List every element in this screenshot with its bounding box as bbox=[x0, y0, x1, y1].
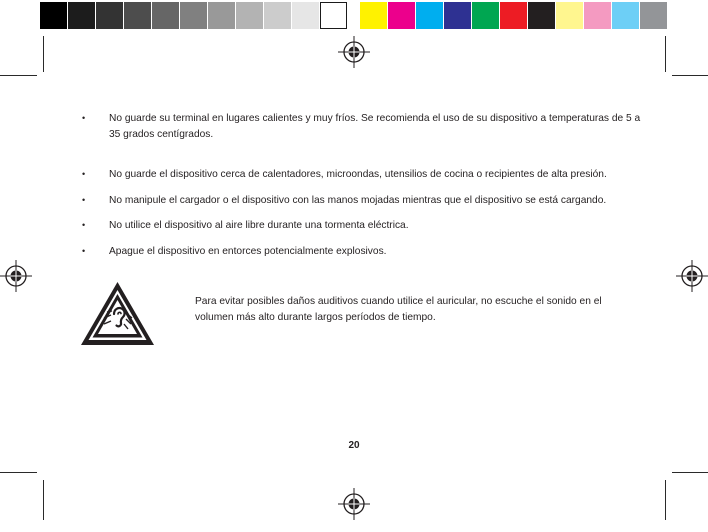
color-swatch bbox=[96, 2, 123, 29]
crop-mark bbox=[665, 36, 666, 72]
color-swatch bbox=[444, 2, 471, 29]
color-swatch bbox=[360, 2, 387, 29]
list-item bbox=[82, 244, 642, 260]
list-item bbox=[82, 167, 642, 183]
crop-mark bbox=[43, 480, 44, 520]
color-swatch bbox=[40, 2, 67, 29]
bullet-text: No manipule el cargador o el dispositivo con las manos mojadas mientras que el dispositivo se está cargando. bbox=[109, 194, 607, 206]
crop-mark bbox=[43, 36, 44, 72]
safety-bullet-list bbox=[82, 111, 642, 259]
color-swatch bbox=[416, 2, 443, 29]
color-swatch bbox=[208, 2, 235, 29]
hearing-warning-text: Para evitar posibles daños auditivos cuando utilice el auricular, no escuche el sonido en el volumen más alto durante largos períodos de tiempo. bbox=[195, 296, 602, 323]
color-swatch bbox=[500, 2, 527, 29]
registration-mark-right bbox=[676, 260, 708, 292]
crop-mark bbox=[665, 480, 666, 520]
crop-mark bbox=[672, 472, 708, 473]
color-swatch bbox=[292, 2, 319, 29]
list-item bbox=[82, 111, 642, 142]
color-swatch bbox=[180, 2, 207, 29]
color-swatch bbox=[320, 2, 347, 29]
bullet-marker: • bbox=[82, 220, 86, 230]
color-swatch bbox=[584, 2, 611, 29]
hearing-warning-icon bbox=[79, 280, 156, 347]
bullet-text: Apague el dispositivo en entorces potencialmente explosivos. bbox=[109, 245, 387, 257]
bullet-marker: • bbox=[82, 169, 86, 179]
registration-mark-top bbox=[338, 36, 370, 68]
color-swatch bbox=[68, 2, 95, 29]
color-swatch bbox=[264, 2, 291, 29]
color-swatch bbox=[236, 2, 263, 29]
crop-mark bbox=[0, 472, 37, 473]
registration-mark-bottom bbox=[338, 488, 370, 520]
color-swatch bbox=[124, 2, 151, 29]
bullet-text: No utilice el dispositivo al aire libre durante una tormenta eléctrica. bbox=[109, 220, 409, 231]
list-item bbox=[82, 193, 642, 209]
color-swatch bbox=[472, 2, 499, 29]
color-swatch bbox=[640, 2, 667, 29]
color-calibration-bar bbox=[40, 0, 667, 30]
color-swatch bbox=[556, 2, 583, 29]
color-swatch bbox=[612, 2, 639, 29]
color-swatch bbox=[388, 2, 415, 29]
bullet-marker: • bbox=[82, 113, 86, 123]
list-item bbox=[82, 218, 642, 234]
color-swatch bbox=[152, 2, 179, 29]
bullet-text: No guarde su terminal en lugares calientes y muy fríos. Se recomienda el uso de su dispositivo a temperaturas de 5 a 35 grados centígrados. bbox=[109, 113, 641, 140]
registration-mark-left bbox=[0, 260, 32, 292]
crop-mark bbox=[672, 75, 708, 76]
crop-mark bbox=[0, 75, 37, 76]
bullet-marker: • bbox=[82, 245, 86, 256]
page-number: 20 bbox=[348, 440, 360, 451]
bullet-marker: • bbox=[82, 194, 86, 205]
bullet-text: No guarde el dispositivo cerca de calentadores, microondas, utensilios de cocina o recipientes de alta presión. bbox=[109, 169, 607, 180]
color-swatch bbox=[528, 2, 555, 29]
